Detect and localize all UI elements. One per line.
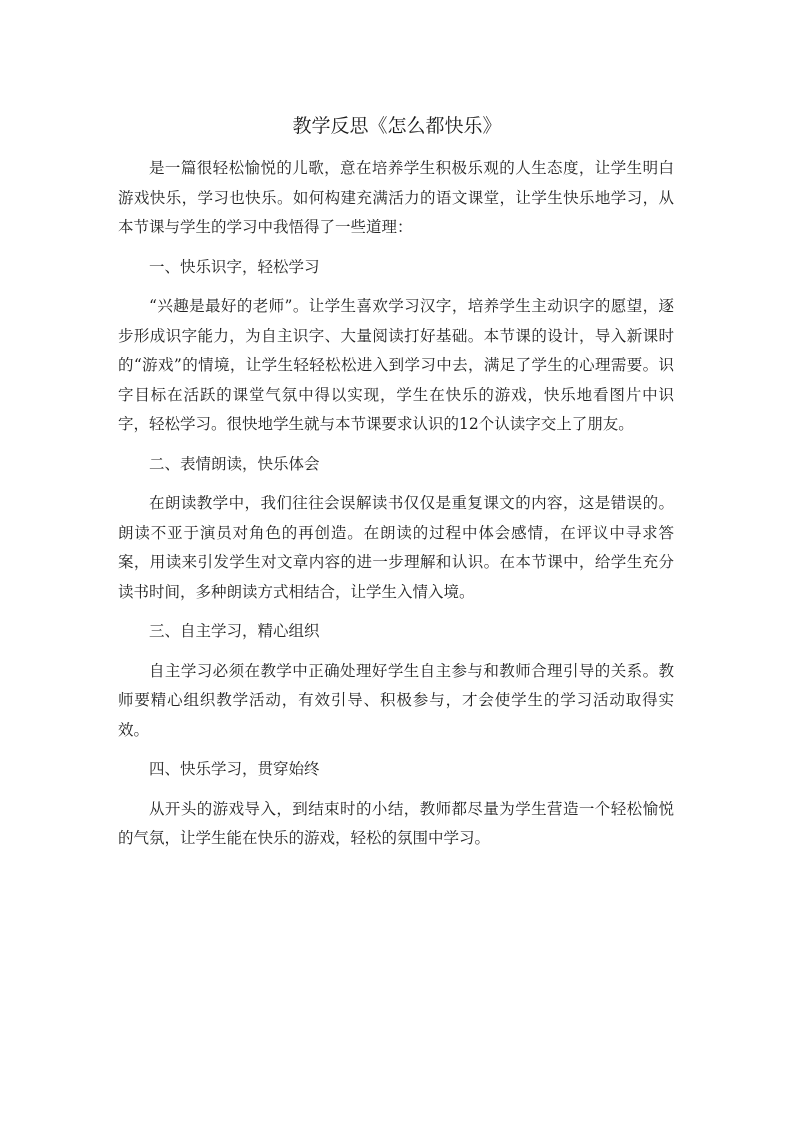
section-paragraph-3: 自主学习必须在教学中正确处理好学生自主参与和教师合理引导的关系。教师要精心组织教学活动，有效引导、积极参与，才会使学生的学习活动取得实效。 xyxy=(118,661,674,739)
document-body xyxy=(118,154,674,864)
section-paragraph-2: 在朗读教学中，我们往往会误解读书仅仅是重复课文的内容，这是错误的。朗读不亚于演员对角色的再创造。在朗读的过程中体会感情，在评议中寻求答案，用读来引发学生对文章内容的进一步理解和认识。在本节课中，给学生充分读书时间，多种朗读方式相结合，让学生入情入境。 xyxy=(118,494,674,601)
section-paragraph-4: 从开头的游戏导入，到结束时的小结，教师都尽量为学生营造一个轻松愉悦的气氛，让学生能在快乐的游戏，轻松的氛围中学习。 xyxy=(118,799,674,847)
section-heading-1: 一、快乐识字，轻松学习 xyxy=(149,257,320,276)
document-title: 教学反思《怎么都快乐》 xyxy=(292,115,502,137)
intro-paragraph: 是一篇很轻松愉悦的儿歌，意在培养学生积极乐观的人生态度，让学生明白游戏快乐，学习也快乐。如何构建充满活力的语文课堂，让学生快乐地学习，从本节课与学生的学习中我悟得了一些道理： xyxy=(118,159,674,236)
section-heading-2: 二、表情朗读，快乐体会 xyxy=(149,454,320,473)
section-heading-3: 三、自主学习，精心组织 xyxy=(149,622,320,640)
section-heading-4: 四、快乐学习，贯穿始终 xyxy=(149,760,320,778)
section-paragraph-1: “兴趣是最好的老师”。让学生喜欢学习汉字，培养学生主动识字的愿望，逐步形成识字能力，为自主识字、大量阅读打好基础。本节课的设计，导入新课时的“游戏”的情境，让学生轻轻松松进入到学习中去，满足了学生的心理需要。识字目标在活跃的课堂气氛中得以实现，学生在快乐的游戏，快乐地看图片中识字，轻松学习。很快地学生就与本节课要求认识的12个认读字交上了朋友。 xyxy=(118,297,674,433)
